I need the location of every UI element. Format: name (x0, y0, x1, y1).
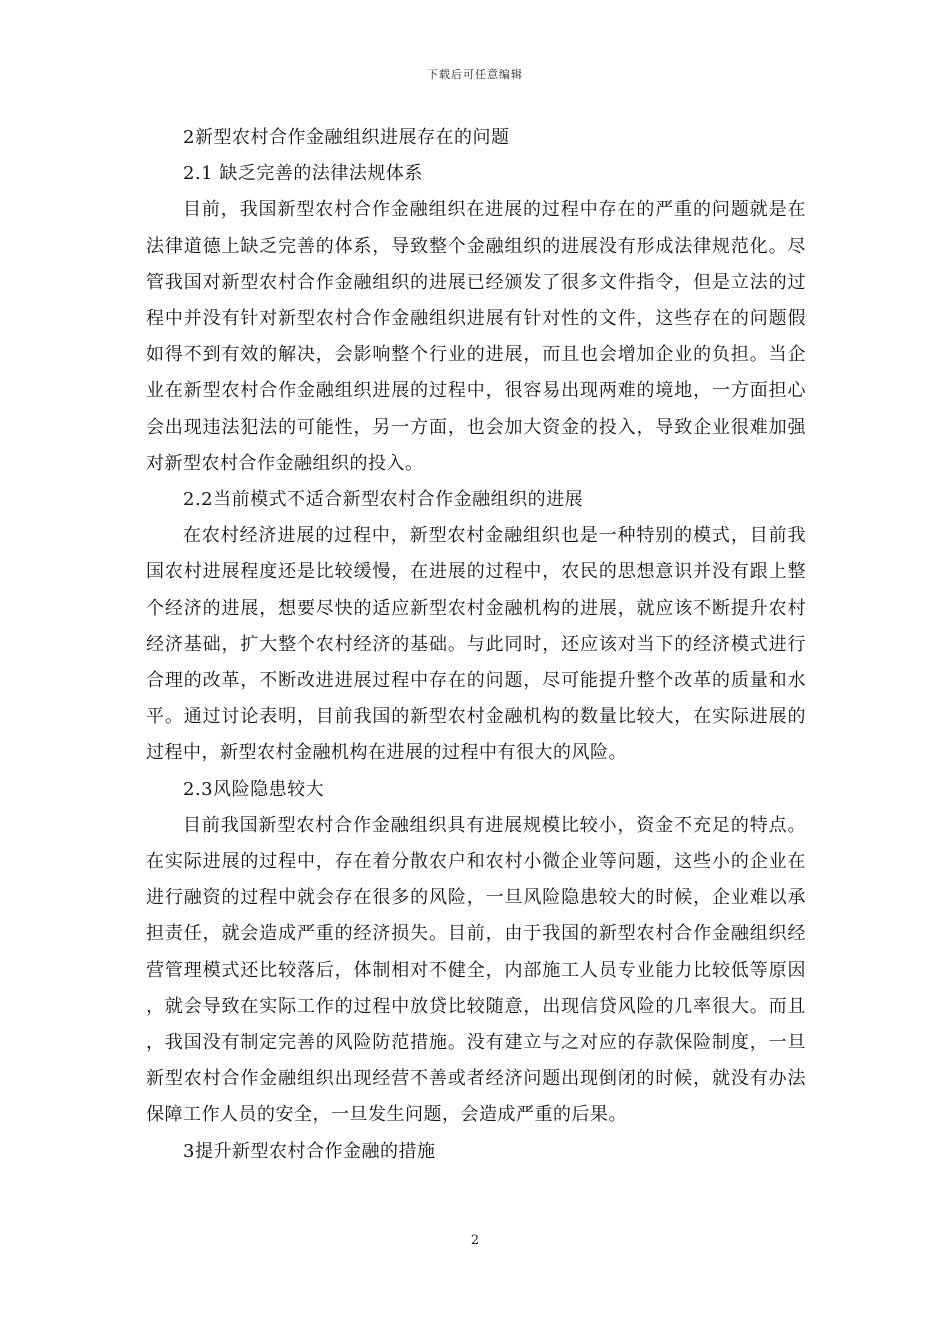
subsection-heading: 2.3风险隐患较大 (183, 778, 325, 800)
section-heading: 2新型农村合作金融组织进展存在的问题 (183, 127, 510, 148)
body-paragraph: 目前，我国新型农村合作金融组织在进展的过程中存在的严重的问题就是在法律道德上缺乏完善的体系，导致整个金融组织的进展没有形成法律规范化。尽管我国对新型农村合作金融组织的进展已经颁发了很多文件指令，但是立法的过程中并没有针对新型农村合作金融组织进展有针对性的文件，这些存在的问题假如得不到有效的解决，会影响整个行业的进展，而且也会增加企业的负担。当企业在新型农村合作金融组织进展的过程中，很容易出现两难的境地，一方面担心会出现违法犯法的可能性，另一方面，也会加大资金的投入，导致企业很难加强对新型农村合作金融组织的投入。 (146, 199, 806, 474)
section-heading: 3提升新型农村合作金融的措施 (183, 1140, 436, 1162)
document-body (146, 120, 806, 1170)
subsection-heading: 2.2当前模式不适合新型农村合作金融组织的进展 (183, 489, 584, 511)
body-paragraph: 在农村经济进展的过程中，新型农村金融组织也是一种特别的模式，目前我国农村进展程度还是比较缓慢，在进展的过程中，农民的思想意识并没有跟上整个经济的进展，想要尽快的适应新型农村金融机构的进展，就应该不断提升农村经济基础，扩大整个农村经济的基础。与此同时，还应该对当下的经济模式进行合理的改革，不断改进进展过程中存在的问题，尽可能提升整个改革的质量和水平。通过讨论表明，目前我国的新型农村金融机构的数量比较大，在实际进展的过程中，新型农村金融机构在进展的过程中有很大的风险。 (146, 525, 806, 764)
page-header: 下载后可任意编辑 (427, 68, 523, 81)
subsection-heading: 2.1 缺乏完善的法律法规体系 (183, 163, 423, 185)
body-paragraph: 目前我国新型农村合作金融组织具有进展规模比较小，资金不充足的特点。在实际进展的过程中，存在着分散农户和农村小微企业等问题，这些小的企业在进行融资的过程中就会存在很多的风险，一旦风险隐患较大的时候，企业难以承担责任，就会造成严重的经济损失。目前，由于我国的新型农村合作金融组织经营管理模式还比较落后，体制相对不健全，内部施工人员专业能力比较低等原因，就会导致在实际工作的过程中放贷比较随意，出现信贷风险的几率很大。而且，我国没有制定完善的风险防范措施。没有建立与之对应的存款保险制度，一旦新型农村合作金融组织出现经营不善或者经济问题出现倒闭的时候，就没有办法保障工作人员的安全，一旦发生问题，会造成严重的后果。 (146, 814, 806, 1126)
page-number: 2 (470, 1233, 480, 1248)
